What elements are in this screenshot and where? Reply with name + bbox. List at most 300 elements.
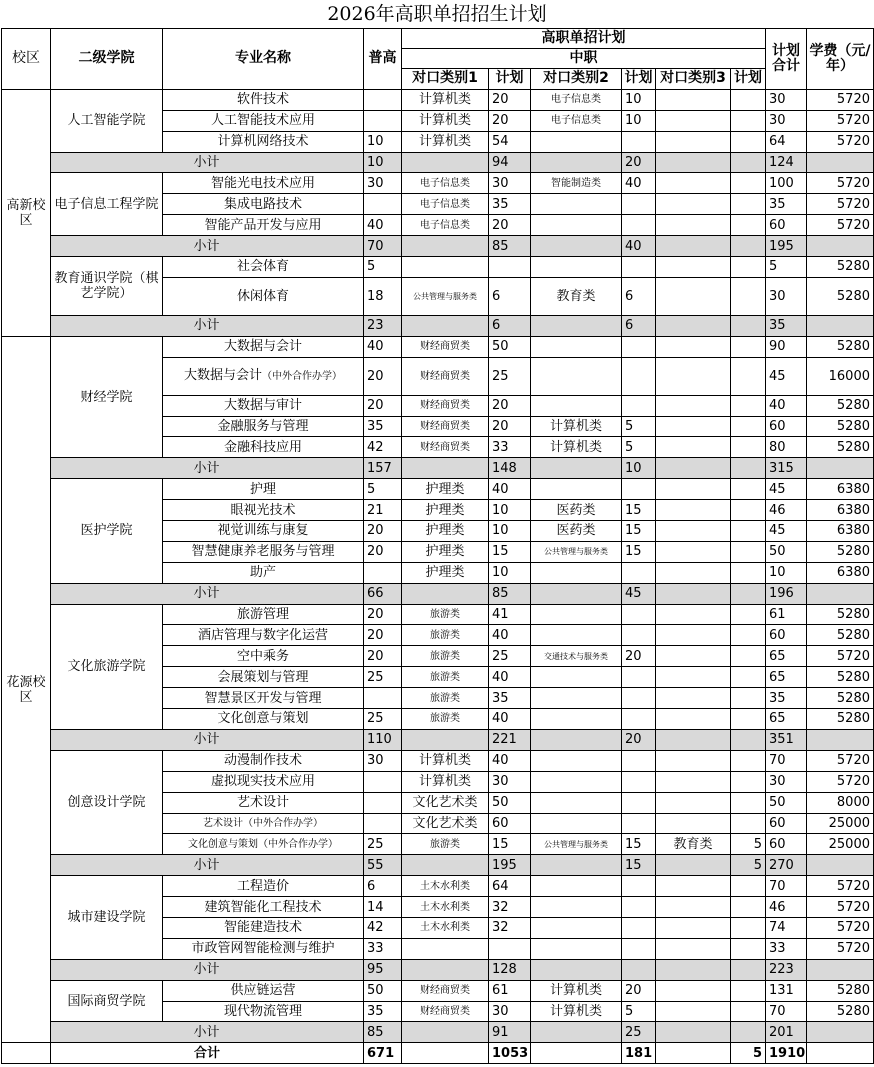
- major-name: 动漫制作技术: [163, 750, 364, 771]
- category-3: [656, 750, 731, 771]
- plan-1: 35: [489, 688, 531, 709]
- category-3: [656, 959, 731, 980]
- header-cat1: 对口类别1: [402, 69, 489, 90]
- header-total: 计划合计: [766, 29, 807, 90]
- plan-2: 20: [622, 729, 656, 750]
- plan-1: 40: [489, 479, 531, 500]
- plan-3: [731, 917, 766, 938]
- header-general: 普高: [364, 29, 402, 90]
- plan-1: 33: [489, 437, 531, 458]
- category-1: [402, 855, 489, 876]
- plan-3: [731, 500, 766, 521]
- general-count: 42: [364, 917, 402, 938]
- plan-total: 80: [766, 437, 807, 458]
- plan-total: 195: [766, 236, 807, 257]
- plan-total: 60: [766, 215, 807, 236]
- category-3: [656, 541, 731, 562]
- plan-2: 6: [622, 277, 656, 315]
- college-cell: 城市建设学院: [51, 876, 163, 960]
- major-name: 大数据与审计: [163, 395, 364, 416]
- plan-1: 54: [489, 131, 531, 152]
- blank-cell: [656, 1043, 731, 1064]
- category-2: 教育类: [531, 277, 622, 315]
- plan-total: 33: [766, 938, 807, 959]
- category-1: 旅游类: [402, 625, 489, 646]
- tuition-fee: [807, 729, 874, 750]
- plan-1: 20: [489, 89, 531, 110]
- plan-1: 10: [489, 521, 531, 542]
- category-3: [656, 1001, 731, 1022]
- plan-1: 148: [489, 458, 531, 479]
- plan-1: 40: [489, 709, 531, 730]
- grand-total-total: 1910: [766, 1043, 807, 1064]
- category-1: 财经商贸类: [402, 395, 489, 416]
- plan-2: 15: [622, 855, 656, 876]
- plan-3: [731, 521, 766, 542]
- category-2: 医药类: [531, 521, 622, 542]
- plan-2: 25: [622, 1022, 656, 1043]
- plan-1: 40: [489, 625, 531, 646]
- category-1: 计算机类: [402, 750, 489, 771]
- plan-total: 315: [766, 458, 807, 479]
- plan-1: 32: [489, 917, 531, 938]
- plan-3: [731, 131, 766, 152]
- tuition-fee: 16000: [807, 357, 874, 395]
- general-count: 5: [364, 479, 402, 500]
- plan-total: 35: [766, 194, 807, 215]
- plan-3: [731, 458, 766, 479]
- plan-3: [731, 625, 766, 646]
- tuition-fee: [807, 959, 874, 980]
- tuition-fee: 5720: [807, 646, 874, 667]
- major-name: 休闲体育: [163, 277, 364, 315]
- category-3: [656, 152, 731, 173]
- plan-3: [731, 709, 766, 730]
- tuition-fee: 5720: [807, 938, 874, 959]
- plan-total: 70: [766, 1001, 807, 1022]
- major-name: 集成电路技术: [163, 194, 364, 215]
- category-2: [531, 959, 622, 980]
- category-1: 护理类: [402, 541, 489, 562]
- plan-1: 10: [489, 562, 531, 583]
- category-1: 财经商贸类: [402, 416, 489, 437]
- plan-total: 124: [766, 152, 807, 173]
- general-count: 21: [364, 500, 402, 521]
- plan-2: [622, 792, 656, 813]
- category-3: 教育类: [656, 834, 731, 855]
- major-name: 现代物流管理: [163, 1001, 364, 1022]
- plan-3: [731, 938, 766, 959]
- plan-2: [622, 131, 656, 152]
- major-name: 金融服务与管理: [163, 416, 364, 437]
- plan-3: [731, 729, 766, 750]
- plan-2: [622, 917, 656, 938]
- category-3: [656, 89, 731, 110]
- general-count: [364, 194, 402, 215]
- header-plan-group: 高职单招计划: [402, 29, 766, 49]
- category-3: [656, 980, 731, 1001]
- plan-total: 64: [766, 131, 807, 152]
- plan-total: 61: [766, 604, 807, 625]
- plan-total: 90: [766, 336, 807, 357]
- college-cell: 医护学院: [51, 479, 163, 583]
- category-2: [531, 750, 622, 771]
- major-name: 艺术设计（中外合作办学）: [163, 813, 364, 834]
- tuition-fee: 5720: [807, 750, 874, 771]
- category-1: 计算机类: [402, 110, 489, 131]
- major-name: 市政管网智能检测与维护: [163, 938, 364, 959]
- category-3: [656, 688, 731, 709]
- major-name: 软件技术: [163, 89, 364, 110]
- plan-2: [622, 336, 656, 357]
- plan-1: 41: [489, 604, 531, 625]
- category-2: [531, 625, 622, 646]
- plan-2: [622, 813, 656, 834]
- tuition-fee: [807, 458, 874, 479]
- blank-cell: [402, 1043, 489, 1064]
- plan-2: 20: [622, 980, 656, 1001]
- plan-3: [731, 562, 766, 583]
- plan-1: 20: [489, 215, 531, 236]
- plan-2: [622, 771, 656, 792]
- category-3: [656, 771, 731, 792]
- plan-1: 85: [489, 583, 531, 604]
- category-1: 旅游类: [402, 688, 489, 709]
- tuition-fee: 5280: [807, 437, 874, 458]
- category-3: [656, 437, 731, 458]
- general-count: 20: [364, 395, 402, 416]
- category-3: [656, 625, 731, 646]
- category-3: [656, 855, 731, 876]
- plan-total: 60: [766, 416, 807, 437]
- category-2: 计算机类: [531, 1001, 622, 1022]
- tuition-fee: 8000: [807, 792, 874, 813]
- plan-3: [731, 236, 766, 257]
- category-2: [531, 813, 622, 834]
- subtotal-row: [2, 152, 874, 173]
- plan-total: 45: [766, 521, 807, 542]
- general-count: 10: [364, 131, 402, 152]
- major-name: 艺术设计: [163, 792, 364, 813]
- college-cell: 国际商贸学院: [51, 980, 163, 1022]
- category-1: [402, 583, 489, 604]
- plan-1: 32: [489, 897, 531, 918]
- plan-total: 45: [766, 357, 807, 395]
- plan-2: 15: [622, 541, 656, 562]
- subtotal-row: [2, 1022, 874, 1043]
- general-count: 40: [364, 215, 402, 236]
- header-fee: 学费（元/年）: [807, 29, 874, 90]
- category-3: [656, 709, 731, 730]
- plan-total: 46: [766, 500, 807, 521]
- general-count: 157: [364, 458, 402, 479]
- plan-total: 60: [766, 834, 807, 855]
- category-3: [656, 479, 731, 500]
- plan-3: [731, 813, 766, 834]
- category-1: 计算机类: [402, 131, 489, 152]
- plan-1: 25: [489, 646, 531, 667]
- category-2: 计算机类: [531, 980, 622, 1001]
- table-row: [2, 750, 874, 771]
- plan-3: [731, 876, 766, 897]
- plan-total: 5: [766, 257, 807, 278]
- general-count: 14: [364, 897, 402, 918]
- general-count: 70: [364, 236, 402, 257]
- plan-2: [622, 257, 656, 278]
- general-count: 110: [364, 729, 402, 750]
- plan-3: [731, 395, 766, 416]
- tuition-fee: 5720: [807, 917, 874, 938]
- major-name: 酒店管理与数字化运营: [163, 625, 364, 646]
- category-3: [656, 667, 731, 688]
- plan-3: 5: [731, 834, 766, 855]
- plan-2: [622, 938, 656, 959]
- category-3: [656, 395, 731, 416]
- general-count: 20: [364, 604, 402, 625]
- category-3: [656, 897, 731, 918]
- subtotal-label: 小计: [51, 152, 364, 173]
- category-1: [402, 959, 489, 980]
- blank-cell: [807, 1043, 874, 1064]
- category-2: 交通技术与服务类: [531, 646, 622, 667]
- category-3: [656, 173, 731, 194]
- general-count: 20: [364, 357, 402, 395]
- header-plan3: 计划: [731, 69, 766, 90]
- category-1: 电子信息类: [402, 194, 489, 215]
- category-1: [402, 938, 489, 959]
- plan-2: 6: [622, 315, 656, 336]
- plan-1: 91: [489, 1022, 531, 1043]
- college-cell: 创意设计学院: [51, 750, 163, 854]
- plan-3: [731, 277, 766, 315]
- plan-2: 5: [622, 416, 656, 437]
- plan-1: 15: [489, 541, 531, 562]
- plan-total: 201: [766, 1022, 807, 1043]
- general-count: 20: [364, 521, 402, 542]
- category-1: 文化艺术类: [402, 792, 489, 813]
- table-row: [2, 257, 874, 278]
- college-cell: 人工智能学院: [51, 89, 163, 152]
- category-1: 财经商贸类: [402, 437, 489, 458]
- plan-2: 20: [622, 646, 656, 667]
- plan-total: 65: [766, 667, 807, 688]
- category-3: [656, 315, 731, 336]
- plan-3: [731, 667, 766, 688]
- plan-1: 64: [489, 876, 531, 897]
- plan-2: 5: [622, 1001, 656, 1022]
- category-2: [531, 917, 622, 938]
- tuition-fee: 5720: [807, 173, 874, 194]
- college-cell: 文化旅游学院: [51, 604, 163, 729]
- plan-3: [731, 416, 766, 437]
- category-2: [531, 395, 622, 416]
- category-1: 护理类: [402, 500, 489, 521]
- general-count: [364, 771, 402, 792]
- category-2: [531, 315, 622, 336]
- subtotal-row: [2, 855, 874, 876]
- category-3: [656, 646, 731, 667]
- major-name: 智慧健康养老服务与管理: [163, 541, 364, 562]
- subtotal-row: [2, 236, 874, 257]
- general-count: 6: [364, 876, 402, 897]
- category-1: 土木水利类: [402, 897, 489, 918]
- grand-total-plan-1: 1053: [489, 1043, 531, 1064]
- header-cat3: 对口类别3: [656, 69, 731, 90]
- category-3: [656, 938, 731, 959]
- general-count: [364, 562, 402, 583]
- plan-1: 35: [489, 194, 531, 215]
- plan-total: 46: [766, 897, 807, 918]
- plan-total: 60: [766, 625, 807, 646]
- category-3: [656, 521, 731, 542]
- general-count: [364, 89, 402, 110]
- general-count: 66: [364, 583, 402, 604]
- category-1: 公共管理与服务类: [402, 277, 489, 315]
- category-3: [656, 215, 731, 236]
- general-count: 5: [364, 257, 402, 278]
- plan-2: [622, 667, 656, 688]
- category-2: 电子信息类: [531, 89, 622, 110]
- campus-cell: 花源校区: [2, 336, 51, 1043]
- tuition-fee: 5280: [807, 604, 874, 625]
- category-2: 计算机类: [531, 437, 622, 458]
- general-count: 35: [364, 416, 402, 437]
- category-2: [531, 458, 622, 479]
- general-count: 18: [364, 277, 402, 315]
- category-2: [531, 152, 622, 173]
- subtotal-label: 小计: [51, 315, 364, 336]
- plan-2: 10: [622, 458, 656, 479]
- category-3: [656, 458, 731, 479]
- general-count: [364, 688, 402, 709]
- tuition-fee: 5720: [807, 110, 874, 131]
- major-name: [163, 357, 364, 395]
- plan-3: [731, 583, 766, 604]
- plan-1: 50: [489, 336, 531, 357]
- table-row: [2, 980, 874, 1001]
- plan-total: 100: [766, 173, 807, 194]
- header-college: 二级学院: [51, 29, 163, 90]
- general-count: 30: [364, 750, 402, 771]
- tuition-fee: [807, 152, 874, 173]
- category-1: 旅游类: [402, 709, 489, 730]
- plan-3: [731, 89, 766, 110]
- plan-2: [622, 959, 656, 980]
- general-count: 55: [364, 855, 402, 876]
- category-2: [531, 357, 622, 395]
- plan-total: 40: [766, 395, 807, 416]
- subtotal-row: [2, 315, 874, 336]
- plan-3: [731, 152, 766, 173]
- major-name: 金融科技应用: [163, 437, 364, 458]
- tuition-fee: 6380: [807, 562, 874, 583]
- plan-2: 40: [622, 236, 656, 257]
- header-zhongzhi: 中职: [402, 49, 766, 69]
- plan-3: [731, 750, 766, 771]
- tuition-fee: 5720: [807, 215, 874, 236]
- plan-2: 5: [622, 437, 656, 458]
- category-2: 智能制造类: [531, 173, 622, 194]
- major-name: 计算机网络技术: [163, 131, 364, 152]
- general-count: 33: [364, 938, 402, 959]
- plan-1: 15: [489, 834, 531, 855]
- blank-cell: [2, 1043, 51, 1064]
- header-plan2: 计划: [622, 69, 656, 90]
- subtotal-label: 小计: [51, 583, 364, 604]
- category-3: [656, 336, 731, 357]
- category-3: [656, 110, 731, 131]
- plan-1: 20: [489, 416, 531, 437]
- category-2: 公共管理与服务类: [531, 834, 622, 855]
- category-2: [531, 1022, 622, 1043]
- tuition-fee: 5280: [807, 1001, 874, 1022]
- tuition-fee: 5280: [807, 980, 874, 1001]
- general-count: [364, 813, 402, 834]
- tuition-fee: [807, 315, 874, 336]
- category-1: 财经商贸类: [402, 980, 489, 1001]
- plan-total: 131: [766, 980, 807, 1001]
- tuition-fee: 5280: [807, 277, 874, 315]
- grand-total-plan-3: 5: [731, 1043, 766, 1064]
- tuition-fee: [807, 583, 874, 604]
- general-count: 50: [364, 980, 402, 1001]
- category-2: [531, 729, 622, 750]
- tuition-fee: 5280: [807, 257, 874, 278]
- general-count: [364, 110, 402, 131]
- major-name: 眼视光技术: [163, 500, 364, 521]
- category-2: 计算机类: [531, 416, 622, 437]
- category-1: 计算机类: [402, 771, 489, 792]
- table-row: [2, 173, 874, 194]
- table-row: [2, 336, 874, 357]
- general-count: 25: [364, 709, 402, 730]
- tuition-fee: 5720: [807, 897, 874, 918]
- plan-total: 50: [766, 792, 807, 813]
- grand-total-plan-2: 181: [622, 1043, 656, 1064]
- plan-3: [731, 110, 766, 131]
- category-3: [656, 917, 731, 938]
- plan-2: [622, 194, 656, 215]
- plan-total: 45: [766, 479, 807, 500]
- subtotal-label: 小计: [51, 236, 364, 257]
- tuition-fee: 5280: [807, 709, 874, 730]
- plan-2: 45: [622, 583, 656, 604]
- category-3: [656, 792, 731, 813]
- college-cell: 电子信息工程学院: [51, 173, 163, 236]
- plan-1: 61: [489, 980, 531, 1001]
- general-count: 35: [364, 1001, 402, 1022]
- tuition-fee: 5280: [807, 688, 874, 709]
- plan-2: [622, 562, 656, 583]
- plan-1: 20: [489, 395, 531, 416]
- category-2: [531, 215, 622, 236]
- category-1: 土木水利类: [402, 876, 489, 897]
- major-name: 智能产品开发与应用: [163, 215, 364, 236]
- plan-3: [731, 980, 766, 1001]
- category-3: [656, 416, 731, 437]
- category-1: 旅游类: [402, 604, 489, 625]
- plan-2: [622, 709, 656, 730]
- plan-1: [489, 257, 531, 278]
- plan-3: [731, 173, 766, 194]
- plan-1: 195: [489, 855, 531, 876]
- plan-1: 50: [489, 792, 531, 813]
- general-count: 40: [364, 336, 402, 357]
- major-name: 虚拟现实技术应用: [163, 771, 364, 792]
- plan-total: 30: [766, 277, 807, 315]
- major-name: 智能建造技术: [163, 917, 364, 938]
- category-1: 护理类: [402, 479, 489, 500]
